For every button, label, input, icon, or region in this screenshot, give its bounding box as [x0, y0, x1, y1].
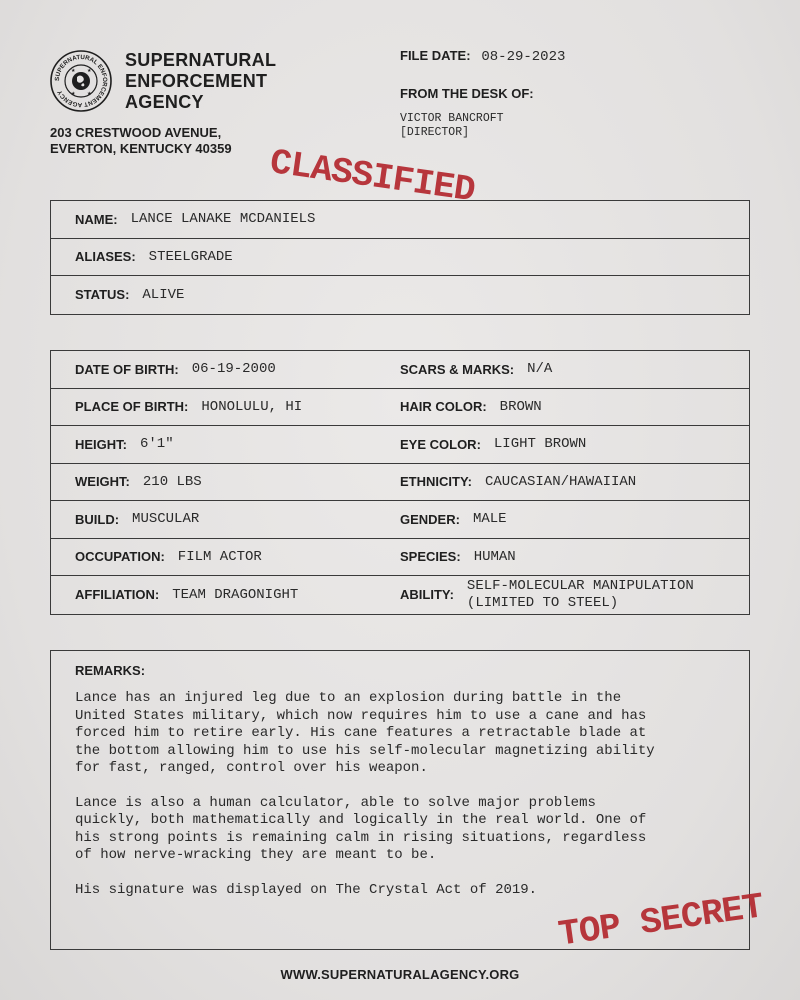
agency-address	[50, 125, 232, 157]
field-label: DATE OF BIRTH:	[75, 361, 179, 377]
field-label: PLACE OF BIRTH:	[75, 399, 189, 415]
field-label: AFFILIATION:	[75, 587, 160, 603]
remarks-paragraph: His signature was displayed on The Crystal Act of 2019.	[75, 881, 538, 898]
field-value: HUMAN	[473, 548, 516, 565]
field-label: NAME:	[75, 211, 118, 227]
field-label: BUILD:	[75, 511, 120, 527]
field-label: EYE COLOR:	[400, 436, 481, 452]
field-label: ALIASES:	[75, 249, 136, 265]
table-row	[51, 276, 749, 314]
field-label: STATUS:	[75, 287, 130, 303]
address-line: EVERTON, KENTUCKY 40359	[50, 141, 232, 156]
field-label: OCCUPATION:	[75, 549, 165, 565]
director-block	[400, 112, 504, 140]
table-row	[51, 389, 749, 427]
field-value: BROWN	[499, 398, 542, 415]
director-name: VICTOR BANCROFT	[400, 112, 504, 125]
svg-text:★: ★	[71, 68, 76, 74]
top-secret-stamp: TOP SECRET	[556, 886, 766, 956]
table-row	[51, 239, 749, 277]
table-row	[51, 351, 749, 389]
field-value: MUSCULAR	[132, 511, 200, 528]
field-value: N/A	[527, 361, 553, 378]
svg-text:★: ★	[87, 91, 92, 97]
remarks-paragraph: Lance has an injured leg due to an explosion during battle in the United States military, which now requires him to use a cane and has forced him to retire early. His cane features a retractable blade at the bottom allowing him to use his self-molecular magnetizing ability for fast, ranged, control over his weapon.	[75, 690, 655, 776]
field-value: 06-19-2000	[191, 361, 276, 378]
table-row	[51, 501, 749, 539]
field-value: LANCE LANAKE MCDANIELS	[130, 211, 316, 228]
field-value: LIGHT BROWN	[493, 436, 587, 453]
field-label: WEIGHT:	[75, 474, 130, 490]
footer-url: WWW.SUPERNATURALAGENCY.ORG	[280, 967, 520, 982]
agency-name-line: SUPERNATURAL	[125, 50, 277, 70]
svg-text:★: ★	[71, 91, 76, 97]
table-row	[51, 576, 749, 614]
agency-name-line: ENFORCEMENT	[125, 71, 268, 91]
table-row	[51, 426, 749, 464]
field-value: 6'1"	[140, 436, 174, 453]
field-label: GENDER:	[400, 511, 460, 527]
field-label: ETHNICITY:	[400, 474, 472, 490]
field-label: ABILITY:	[400, 587, 454, 603]
field-value: FILM ACTOR	[177, 548, 262, 565]
field-value: ALIVE	[142, 286, 185, 303]
field-value: 210 LBS	[142, 473, 202, 490]
field-label: SCARS & MARKS:	[400, 361, 515, 377]
from-desk-label: FROM THE DESK OF:	[400, 86, 534, 101]
director-title: [DIRECTOR]	[400, 126, 470, 139]
file-date	[400, 48, 565, 65]
field-value: MALE	[472, 511, 507, 528]
seal-text: SUPERNATURAL ENFORCEMENT AGENCY	[53, 53, 109, 109]
table-row	[51, 539, 749, 577]
table-row	[51, 464, 749, 502]
field-value: HONOLULU, HI	[201, 398, 303, 415]
file-date-value: 08-29-2023	[481, 49, 566, 65]
agency-name-line: AGENCY	[125, 92, 204, 112]
field-value: STEELGRADE	[148, 248, 233, 265]
svg-text:★: ★	[87, 68, 92, 74]
identity-table	[50, 200, 750, 315]
table-row	[51, 201, 749, 239]
classified-stamp: CLASSIFIED	[267, 142, 478, 212]
field-label: HAIR COLOR:	[400, 399, 487, 415]
field-label: SPECIES:	[400, 549, 461, 565]
agency-name	[125, 50, 276, 113]
remarks-paragraph: Lance is also a human calculator, able to solve major problems quickly, both mathematically and logically in the real world. One of his strong points is remaining calm in rising situations, regardless of how nerve-wracking they are meant to be.	[75, 794, 647, 863]
field-value: CAUCASIAN/HAWAIIAN	[484, 473, 637, 490]
remarks-label: REMARKS:	[75, 663, 146, 678]
field-value: SELF-MOLECULAR MANIPULATION (LIMITED TO STEEL)	[466, 577, 694, 611]
details-table	[50, 350, 750, 615]
agency-seal-icon	[50, 50, 112, 112]
address-line: 203 CRESTWOOD AVENUE,	[50, 125, 222, 140]
file-date-label: FILE DATE:	[400, 48, 471, 63]
field-value: TEAM DRAGONIGHT	[172, 586, 299, 603]
field-label: HEIGHT:	[75, 436, 127, 452]
